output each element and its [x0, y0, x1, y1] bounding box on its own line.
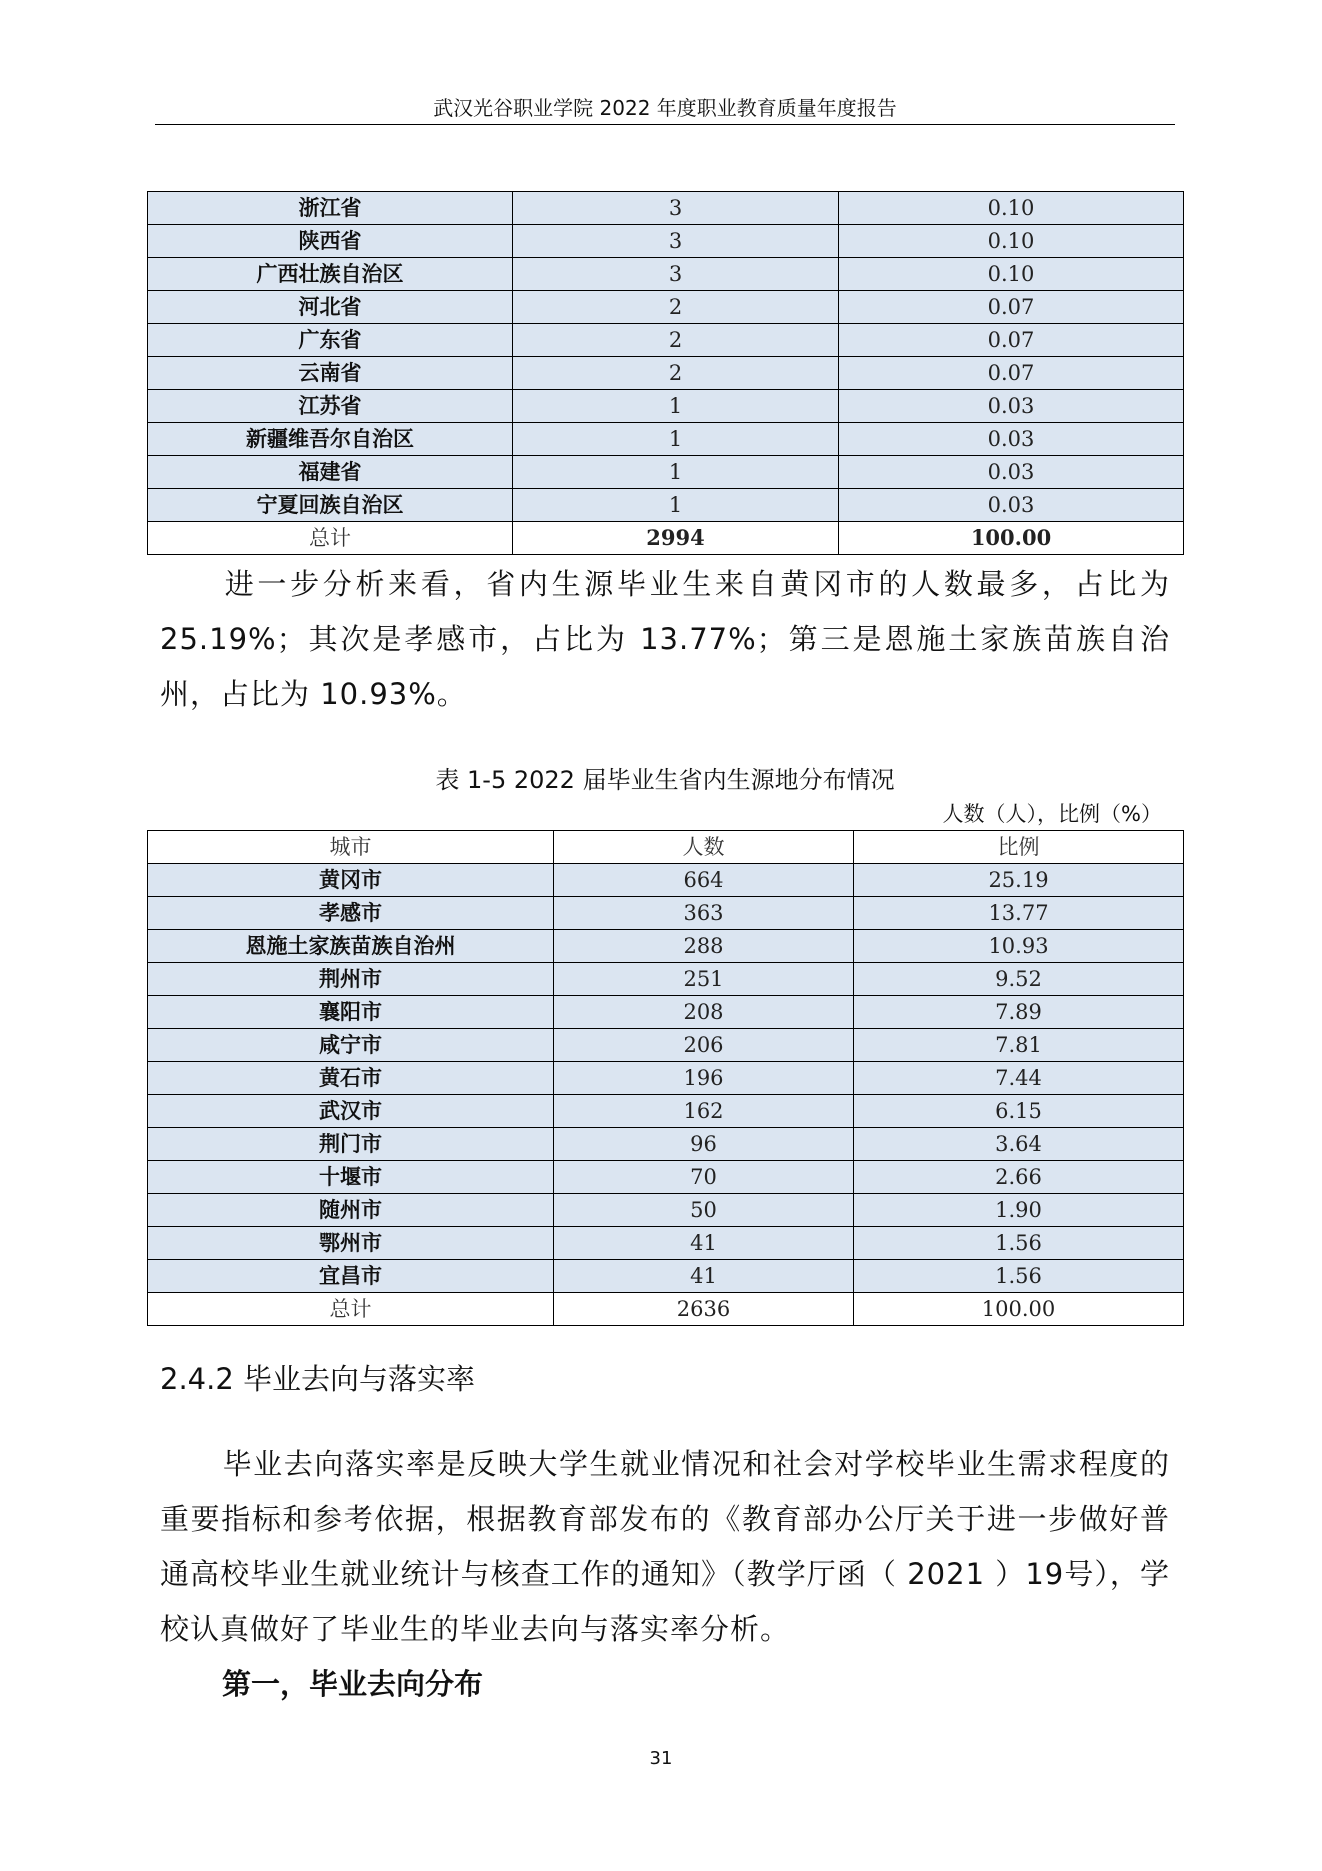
- table-row: [148, 456, 1184, 489]
- table-header-row: [148, 831, 1184, 864]
- row-ratio: 1.56: [854, 1227, 1184, 1260]
- row-ratio: 13.77: [854, 897, 1184, 930]
- row-count: 50: [554, 1194, 854, 1227]
- table-row: [148, 1227, 1184, 1260]
- row-name: 广东省: [148, 324, 513, 357]
- page-header: 武汉光谷职业学院 2022 年度职业教育质量年度报告: [433, 96, 897, 120]
- row-count: 3: [513, 258, 839, 291]
- row-count: 3: [513, 225, 839, 258]
- row-ratio: 7.89: [854, 996, 1184, 1029]
- table-row: [148, 489, 1184, 522]
- row-count: 1: [513, 456, 839, 489]
- table-row: [148, 1128, 1184, 1161]
- row-count: 70: [554, 1161, 854, 1194]
- analysis-paragraph: [160, 557, 1170, 722]
- row-ratio: 1.56: [854, 1260, 1184, 1293]
- row-ratio: 9.52: [854, 963, 1184, 996]
- row-ratio: 25.19: [854, 864, 1184, 897]
- row-name: 新疆维吾尔自治区: [148, 423, 513, 456]
- row-name: 江苏省: [148, 390, 513, 423]
- row-count: 41: [554, 1227, 854, 1260]
- table-row: [148, 1062, 1184, 1095]
- table-total-row: [148, 1293, 1184, 1326]
- row-ratio: 0.10: [839, 225, 1184, 258]
- row-count: 206: [554, 1029, 854, 1062]
- row-name: 咸宁市: [148, 1029, 554, 1062]
- row-ratio: 7.44: [854, 1062, 1184, 1095]
- analysis-text: 进一步分析来看，省内生源毕业生来自黄冈市的人数最多，占比为25.19%；其次是孝感市，占比为 13.77%；第三是恩施土家族苗族自治州，占比为 10.93%。: [160, 567, 1170, 711]
- table-row: [148, 423, 1184, 456]
- table-caption: 表 1-5 2022 届毕业生省内生源地分布情况: [435, 766, 895, 794]
- row-ratio: 0.10: [839, 258, 1184, 291]
- total-count: 2636: [554, 1293, 854, 1326]
- row-ratio: 0.07: [839, 291, 1184, 324]
- total-ratio: 100.00: [854, 1293, 1184, 1326]
- row-name: 十堰市: [148, 1161, 554, 1194]
- table-row: [148, 390, 1184, 423]
- header-ratio: 比例: [854, 831, 1184, 864]
- row-name: 荆州市: [148, 963, 554, 996]
- row-ratio: 10.93: [854, 930, 1184, 963]
- header-count: 人数: [554, 831, 854, 864]
- row-name: 孝感市: [148, 897, 554, 930]
- table-row: [148, 1194, 1184, 1227]
- total-count: 2994: [513, 522, 839, 555]
- table-row: [148, 1161, 1184, 1194]
- row-name: 宁夏回族自治区: [148, 489, 513, 522]
- table-row: [148, 192, 1184, 225]
- row-count: 664: [554, 864, 854, 897]
- section-title: 2.4.2 毕业去向与落实率: [160, 1362, 476, 1396]
- table-row: [148, 1095, 1184, 1128]
- row-ratio: 0.03: [839, 456, 1184, 489]
- row-count: 2: [513, 291, 839, 324]
- table-row: [148, 1029, 1184, 1062]
- destination-text: 毕业去向落实率是反映大学生就业情况和社会对学校毕业生需求程度的重要指标和参考依据，根据教育部发布的《教育部办公厅关于进一步做好普通高校毕业生就业统计与核查工作的通知》（教学厅函（ 2021 ）19号），学校认真做好了毕业生的毕业去向与落实率分析。: [160, 1447, 1170, 1646]
- row-count: 3: [513, 192, 839, 225]
- row-name: 武汉市: [148, 1095, 554, 1128]
- city-table: [147, 830, 1184, 1326]
- row-ratio: 1.90: [854, 1194, 1184, 1227]
- row-name: 荆门市: [148, 1128, 554, 1161]
- row-count: 196: [554, 1062, 854, 1095]
- row-count: 162: [554, 1095, 854, 1128]
- row-count: 251: [554, 963, 854, 996]
- table-row: [148, 258, 1184, 291]
- table-row: [148, 996, 1184, 1029]
- row-name: 浙江省: [148, 192, 513, 225]
- row-ratio: 0.07: [839, 357, 1184, 390]
- row-ratio: 0.03: [839, 423, 1184, 456]
- table-row: [148, 357, 1184, 390]
- row-name: 河北省: [148, 291, 513, 324]
- row-name: 黄石市: [148, 1062, 554, 1095]
- row-ratio: 3.64: [854, 1128, 1184, 1161]
- total-label: 总计: [148, 1293, 554, 1326]
- row-ratio: 0.07: [839, 324, 1184, 357]
- table-total-row: [148, 522, 1184, 555]
- row-name: 鄂州市: [148, 1227, 554, 1260]
- page-number: 31: [649, 1748, 673, 1769]
- row-name: 黄冈市: [148, 864, 554, 897]
- table-unit: 人数（人），比例（%）: [942, 802, 1162, 826]
- destination-paragraph: [160, 1437, 1170, 1657]
- header-rule: [155, 124, 1175, 125]
- table-row: [148, 864, 1184, 897]
- row-name: 随州市: [148, 1194, 554, 1227]
- row-name: 襄阳市: [148, 996, 554, 1029]
- row-count: 288: [554, 930, 854, 963]
- table-row: [148, 324, 1184, 357]
- subsection-title: 第一，毕业去向分布: [222, 1667, 484, 1701]
- row-count: 1: [513, 423, 839, 456]
- table-row: [148, 291, 1184, 324]
- row-count: 96: [554, 1128, 854, 1161]
- row-ratio: 0.10: [839, 192, 1184, 225]
- row-name: 云南省: [148, 357, 513, 390]
- row-name: 福建省: [148, 456, 513, 489]
- row-count: 41: [554, 1260, 854, 1293]
- total-label: 总计: [148, 522, 513, 555]
- row-name: 恩施土家族苗族自治州: [148, 930, 554, 963]
- row-ratio: 6.15: [854, 1095, 1184, 1128]
- row-count: 2: [513, 357, 839, 390]
- table-row: [148, 225, 1184, 258]
- row-name: 陕西省: [148, 225, 513, 258]
- row-count: 1: [513, 390, 839, 423]
- row-count: 1: [513, 489, 839, 522]
- row-ratio: 7.81: [854, 1029, 1184, 1062]
- table-row: [148, 930, 1184, 963]
- row-ratio: 0.03: [839, 489, 1184, 522]
- row-count: 208: [554, 996, 854, 1029]
- row-ratio: 2.66: [854, 1161, 1184, 1194]
- total-ratio: 100.00: [839, 522, 1184, 555]
- row-ratio: 0.03: [839, 390, 1184, 423]
- row-count: 2: [513, 324, 839, 357]
- table-row: [148, 963, 1184, 996]
- header-city: 城市: [148, 831, 554, 864]
- row-count: 363: [554, 897, 854, 930]
- row-name: 宜昌市: [148, 1260, 554, 1293]
- table-row: [148, 1260, 1184, 1293]
- row-name: 广西壮族自治区: [148, 258, 513, 291]
- table-row: [148, 897, 1184, 930]
- province-table-continued: [147, 191, 1184, 555]
